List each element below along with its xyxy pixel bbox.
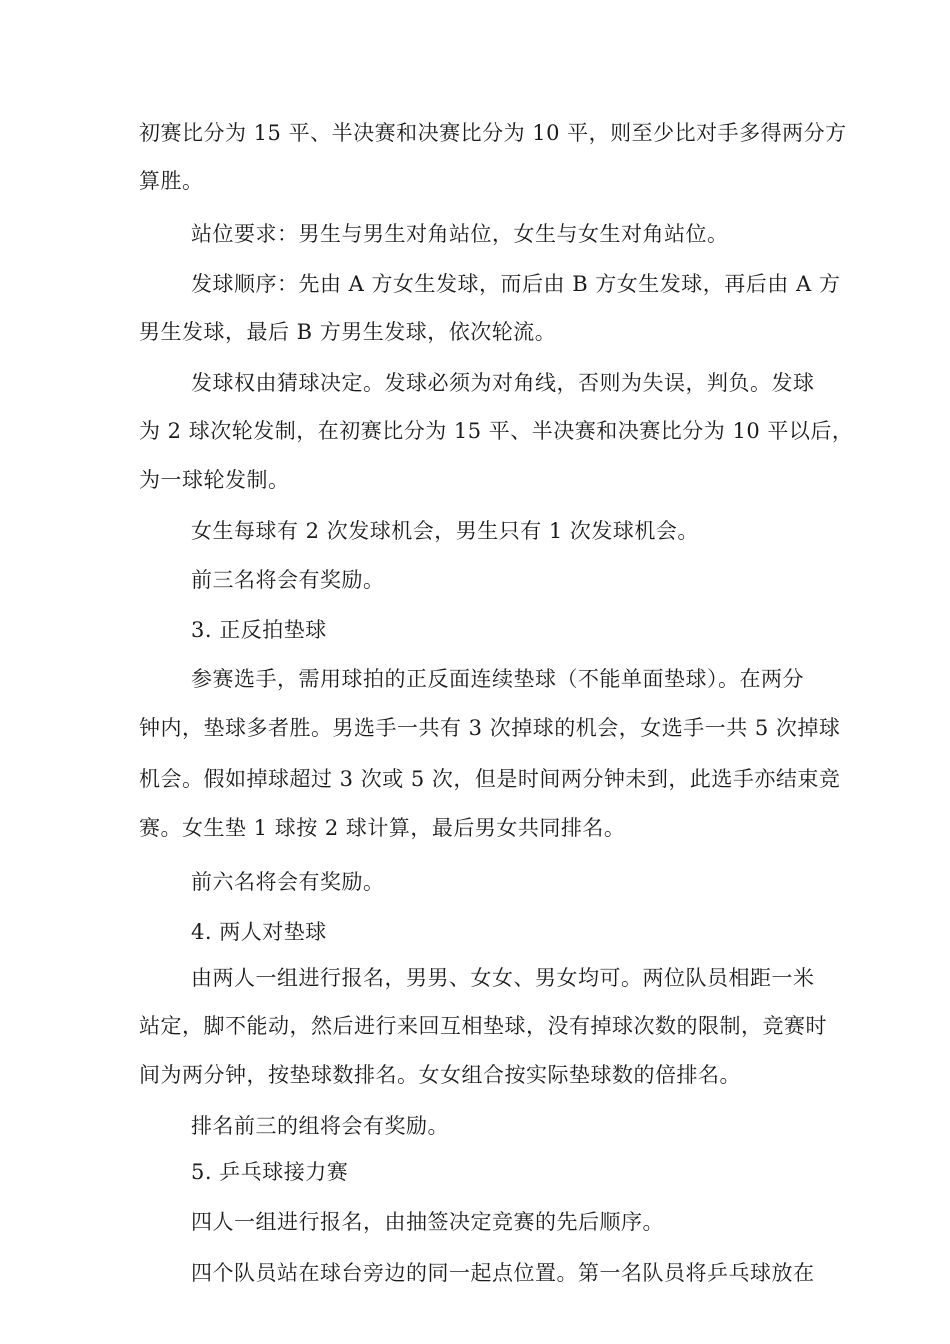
text-line: 赛。女生垫 1 球按 2 球计算，最后男女共同排名。 bbox=[139, 816, 626, 840]
text-line: 站位要求：男生与男生对角站位，女生与女生对角站位。 bbox=[191, 222, 729, 246]
section-heading: 4. 两人对垫球 bbox=[191, 920, 327, 944]
section-heading: 5. 乒乓球接力赛 bbox=[191, 1160, 349, 1184]
text-line: 男生发球，最后 B 方男生发球，依次轮流。 bbox=[139, 320, 557, 344]
text-line: 间为两分钟，按垫球数排名。女女组合按实际垫球数的倍排名。 bbox=[139, 1063, 741, 1087]
text-line: 由两人一组进行报名，男男、女女、男女均可。两位队员相距一米 bbox=[191, 966, 815, 990]
text-line: 发球权由猜球决定。发球必须为对角线，否则为失误，判负。发球 bbox=[191, 371, 815, 395]
text-line: 初赛比分为 15 平、半决赛和决赛比分为 10 平，则至少比对手多得两分方 bbox=[139, 121, 847, 145]
text-line: 算胜。 bbox=[139, 169, 204, 193]
text-line: 机会。假如掉球超过 3 次或 5 次，但是时间两分钟未到，此选手亦结束竞 bbox=[139, 767, 841, 791]
text-line: 前三名将会有奖励。 bbox=[191, 568, 385, 592]
text-line: 前六名将会有奖励。 bbox=[191, 870, 385, 894]
text-line: 排名前三的组将会有奖励。 bbox=[191, 1114, 449, 1138]
text-line: 为 2 球次轮发制，在初赛比分为 15 平、半决赛和决赛比分为 10 平以后， bbox=[139, 419, 854, 443]
text-line: 钟内，垫球多者胜。男选手一共有 3 次掉球的机会，女选手一共 5 次掉球 bbox=[139, 716, 841, 740]
section-heading: 3. 正反拍垫球 bbox=[191, 618, 327, 642]
text-line: 站定，脚不能动，然后进行来回互相垫球，没有掉球次数的限制，竞赛时 bbox=[139, 1014, 827, 1038]
text-line: 四个队员站在球台旁边的同一起点位置。第一名队员将乒乓球放在 bbox=[191, 1261, 815, 1285]
text-line: 参赛选手，需用球拍的正反面连续垫球（不能单面垫球）。在两分 bbox=[191, 667, 804, 691]
text-line: 女生每球有 2 次发球机会，男生只有 1 次发球机会。 bbox=[191, 519, 699, 543]
text-line: 发球顺序：先由 A 方女生发球，而后由 B 方女生发球，再后由 A 方 bbox=[191, 272, 841, 296]
text-line: 四人一组进行报名，由抽签决定竞赛的先后顺序。 bbox=[191, 1210, 664, 1234]
text-line: 为一球轮发制。 bbox=[139, 468, 290, 492]
